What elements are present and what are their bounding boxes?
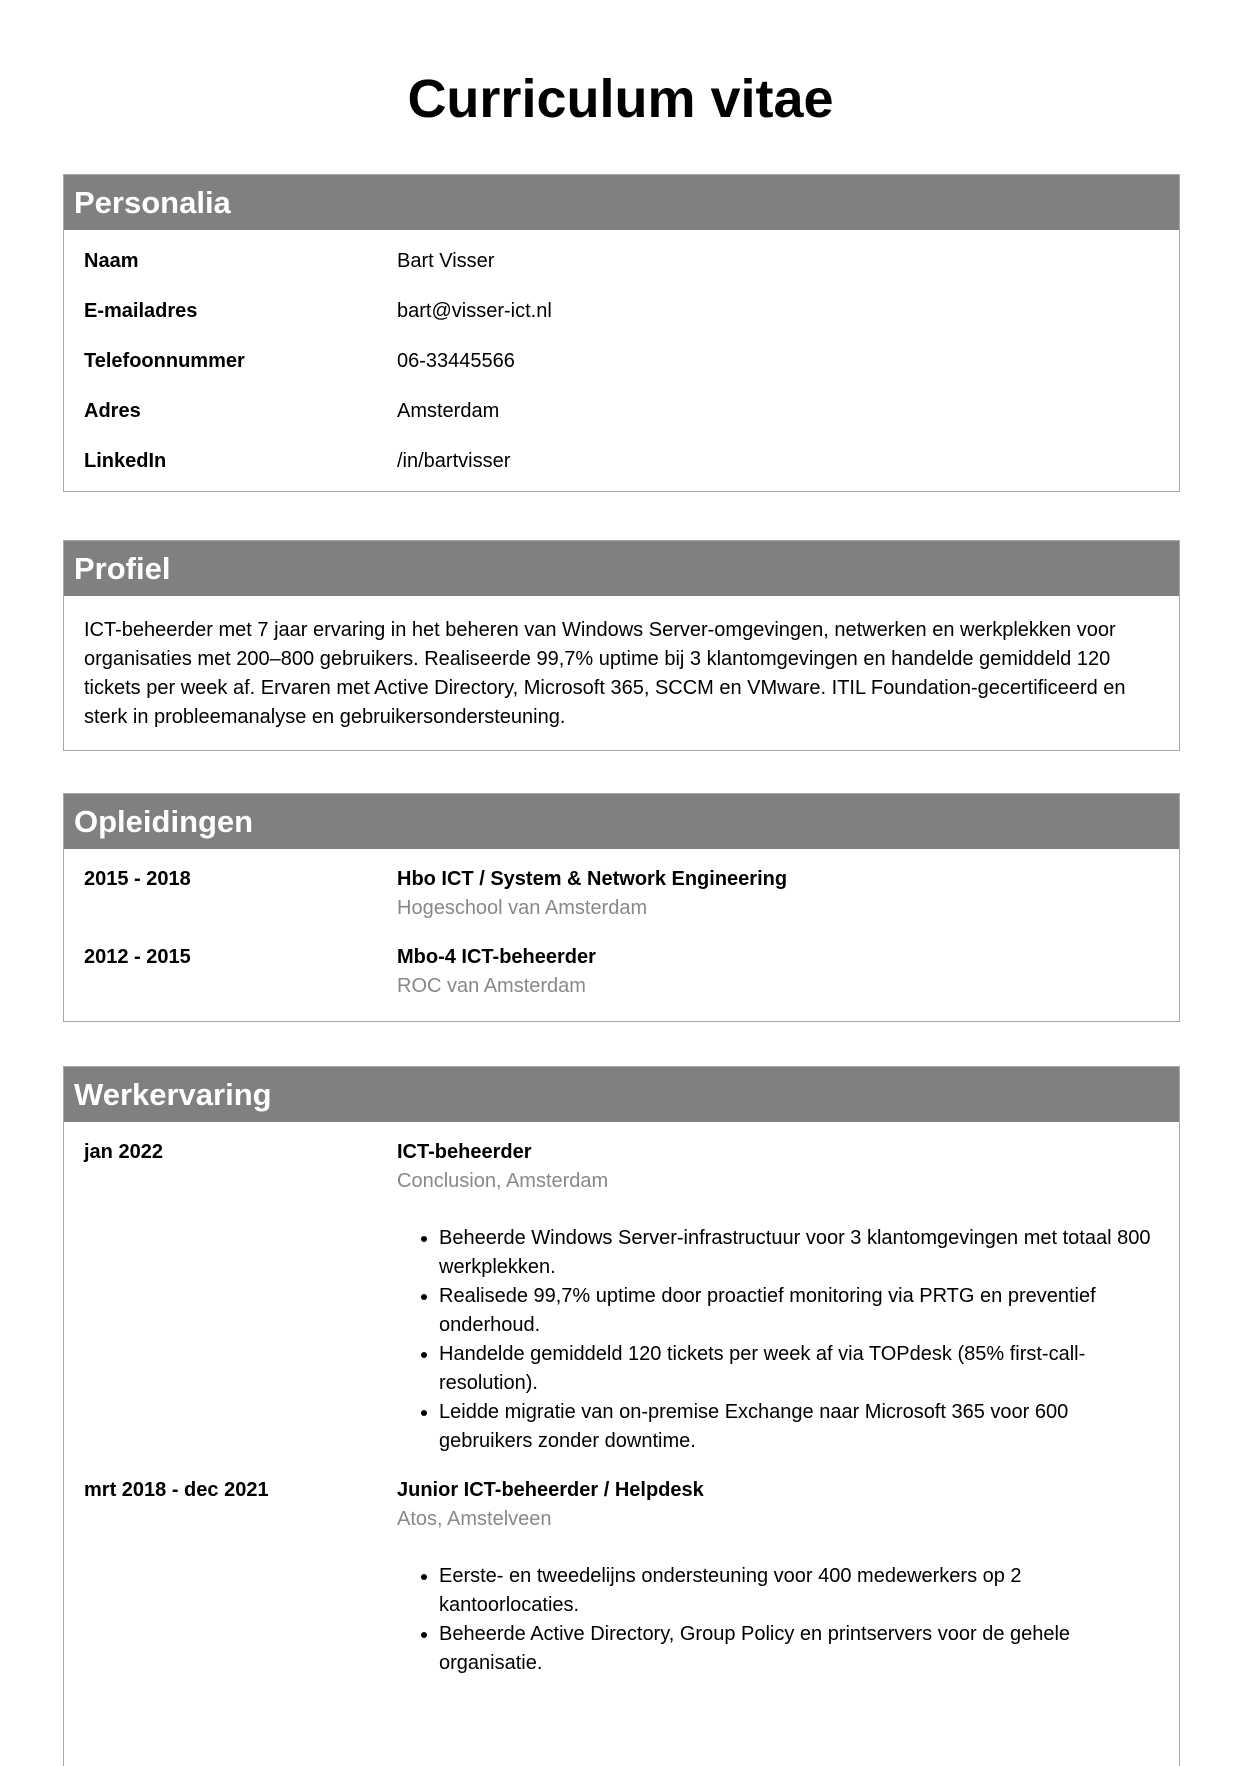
row-label: Naam [84,250,139,272]
work-bullets [397,1224,1159,1456]
personalia-heading: Personalia [64,175,1179,230]
profiel-section [63,540,1180,751]
werkervaring-heading: Werkervaring [64,1067,1179,1122]
row-value: bart@visser-ict.nl [397,300,552,322]
work-bullet: • Realisede 99,7% uptime door proactief monitoring via PRTG en preventief onderhoud. [439,1282,1159,1340]
row-value: 06-33445566 [397,350,515,372]
work-bullet: • Eerste- en tweedelijns ondersteuning voor 400 medewerkers op 2 kantoorlocaties. [439,1562,1159,1620]
profiel-heading: Profiel [64,541,1179,596]
education-details [397,943,1159,1001]
opleidingen-body [64,849,1179,1001]
opleidingen-section [63,793,1180,1022]
row-label: E-mailadres [84,300,198,322]
work-bullet: • Handelde gemiddeld 120 tickets per week af via TOPdesk (85% first-call-resolution). [439,1340,1159,1398]
row-label: Telefoonnummer [84,350,245,372]
education-period: 2012 - 2015 [84,946,191,968]
profiel-text: ICT-beheerder met 7 jaar ervaring in het beheren van Windows Server-omgevingen, netwerken en werkplekken voor organisaties met 200–800 gebruikers. Realiseerde 99,7% uptime bij 3 klantomgevingen en handelde gemiddeld 120 tickets per week af. Ervaren met Active Directory, Microsoft 365, SCCM en VMware. ITIL Foundation-gecertificeerd en sterk in probleemanalyse en gebruikersondersteuning. [84,619,1126,728]
work-bullet: • Leidde migratie van on-premise Exchange naar Microsoft 365 voor 600 gebruikers zonder downtime. [439,1398,1159,1456]
personalia-body [64,230,1179,491]
work-period: jan 2022 [84,1141,163,1163]
personalia-row-telefoon [84,347,1159,397]
education-details [397,865,1159,923]
education-institution: Hogeschool van Amsterdam [397,897,648,919]
work-company: Atos, Amstelveen [397,1508,552,1530]
work-entry [84,1476,1159,1678]
education-institution: ROC van Amsterdam [397,975,586,997]
personalia-row-adres [84,397,1159,447]
row-label: LinkedIn [84,450,167,472]
education-entry [84,865,1159,923]
opleidingen-heading: Opleidingen [64,794,1179,849]
work-company: Conclusion, Amsterdam [397,1170,609,1192]
work-details [397,1476,1159,1678]
row-value: /in/bartvisser [397,450,511,472]
row-value: Amsterdam [397,400,500,422]
work-details [397,1138,1159,1456]
work-entry [84,1138,1159,1456]
row-label: Adres [84,400,141,422]
work-title: ICT-beheerder [397,1141,532,1163]
personalia-section [63,174,1180,492]
work-title: Junior ICT-beheerder / Helpdesk [397,1479,704,1501]
werkervaring-body [64,1122,1179,1678]
werkervaring-section [63,1066,1180,1766]
page-title: Curriculum vitae [407,69,834,129]
work-bullets [397,1562,1159,1678]
work-period: mrt 2018 - dec 2021 [84,1479,269,1501]
row-value: Bart Visser [397,250,495,272]
work-bullet: • Beheerde Active Directory, Group Policy en printservers voor de gehele organisatie. [439,1620,1159,1678]
education-title: Hbo ICT / System & Network Engineering [397,868,788,890]
personalia-row-linkedin [84,447,1159,491]
education-period: 2015 - 2018 [84,868,191,890]
personalia-row-email [84,297,1159,347]
work-bullet: • Beheerde Windows Server-infrastructuur voor 3 klantomgevingen met totaal 800 werkplekken. [439,1224,1159,1282]
education-entry [84,943,1159,1001]
education-title: Mbo-4 ICT-beheerder [397,946,596,968]
personalia-row-naam [84,247,1159,297]
